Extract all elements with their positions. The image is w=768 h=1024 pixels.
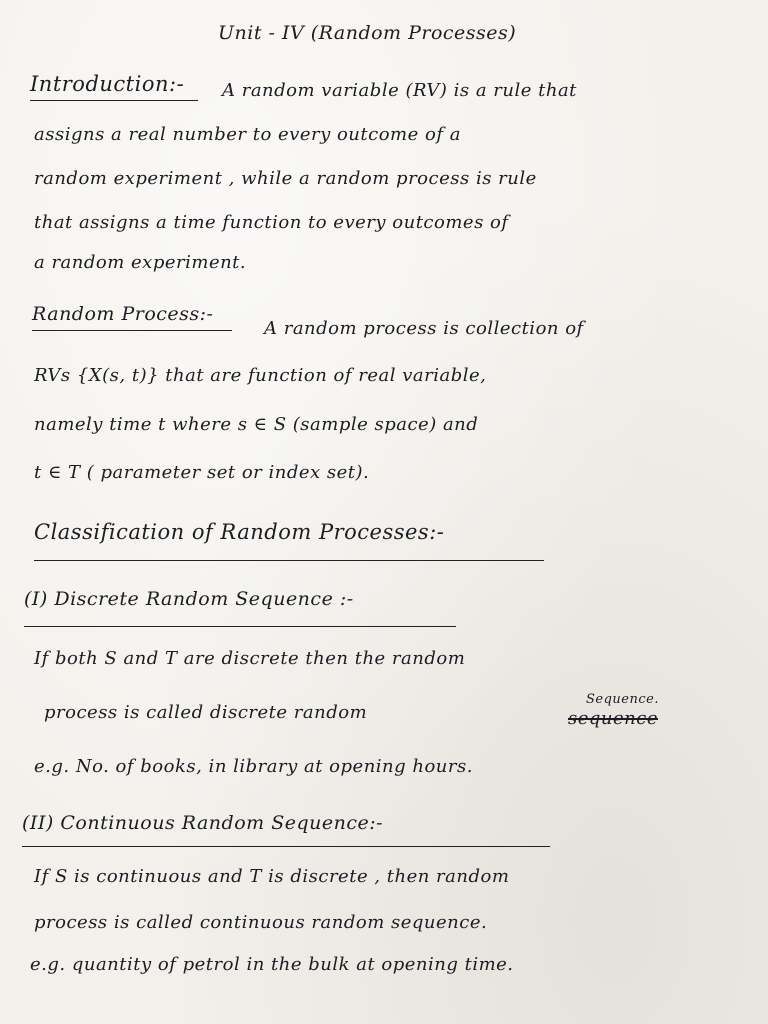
discrete-line-1: If both S and T are discrete then the random: [34, 648, 466, 669]
random-process-line-1: A random process is collection of: [264, 318, 584, 339]
random-process-line-4: t ∈ T ( parameter set or index set).: [34, 462, 370, 483]
page-title: Unit - IV (Random Processes): [218, 22, 517, 44]
intro-line-3: random experiment , while a random process is rule: [34, 168, 537, 189]
random-process-underline: [32, 330, 232, 331]
discrete-struck-word: sequence: [568, 708, 658, 729]
random-process-heading: Random Process:-: [32, 303, 214, 325]
continuous-example: e.g. quantity of petrol in the bulk at opening time.: [30, 954, 514, 975]
intro-line-4: that assigns a time function to every outcomes of: [34, 212, 509, 233]
discrete-line-2: process is called discrete random: [44, 702, 368, 723]
continuous-line-2: process is called continuous random sequence.: [34, 912, 488, 933]
intro-heading: Introduction:-: [30, 72, 185, 96]
continuous-sequence-underline: [22, 846, 550, 847]
intro-line-1: A random variable (RV) is a rule that: [222, 80, 577, 101]
classification-underline: [34, 560, 544, 561]
continuous-sequence-heading: (II) Continuous Random Sequence:-: [22, 812, 384, 834]
discrete-correction: Sequence.: [586, 692, 659, 707]
intro-line-2: assigns a real number to every outcome of a: [34, 124, 461, 145]
discrete-sequence-underline: [24, 626, 456, 627]
intro-heading-underline: [30, 100, 198, 101]
continuous-line-1: If S is continuous and T is discrete , then random: [34, 866, 510, 887]
intro-line-5: a random experiment.: [34, 252, 247, 273]
random-process-line-3: namely time t where s ∈ S (sample space) and: [34, 414, 479, 435]
classification-heading: Classification of Random Processes:-: [34, 520, 445, 544]
discrete-sequence-heading: (I) Discrete Random Sequence :-: [24, 588, 354, 610]
random-process-line-2: RVs {X(s, t)} that are function of real variable,: [34, 365, 487, 386]
discrete-example: e.g. No. of books, in library at opening hours.: [34, 756, 473, 777]
